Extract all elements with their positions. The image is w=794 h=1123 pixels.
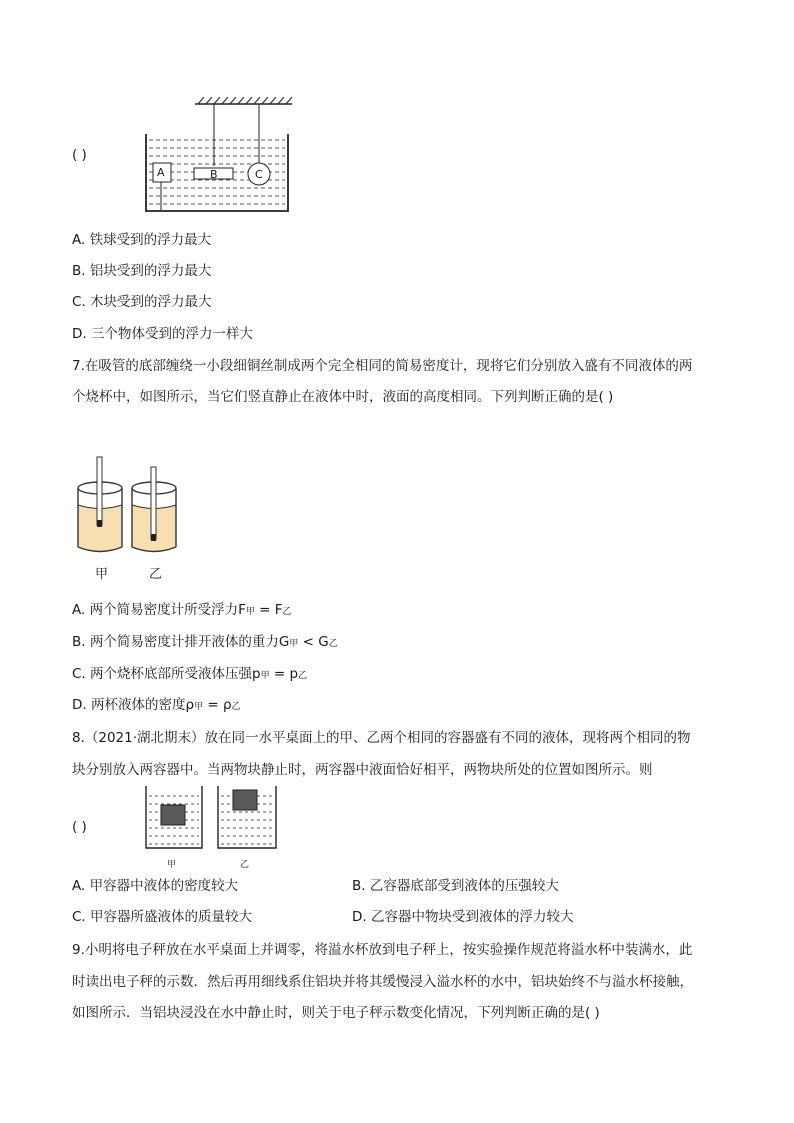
q6-option-d: D. 三个物体受到的浮力一样大 xyxy=(72,326,253,342)
q9-stem-line1: 9.小明将电子秤放在水平桌面上并调零，将溢水杯放到电子秤上，按实验操作规范将溢水杯中装满水，此 xyxy=(72,942,693,958)
q7-option-a: A. 两个简易密度计所受浮力F甲 = F乙 xyxy=(72,602,292,618)
q8-option-d: D. 乙容器中物块受到液体的浮力较大 xyxy=(352,909,574,925)
q7-option-d: D. 两杯液体的密度ρ甲 = ρ乙 xyxy=(72,697,241,713)
q7-label-yi: 乙 xyxy=(149,567,163,582)
q7-stem-line2: 个烧杯中，如图所示，当它们竖直静止在液体中时，液面的高度相同。下列判断正确的是( ) xyxy=(72,389,614,405)
q8-stem-line1: 8.（2021·湖北期末）放在同一水平桌面上的甲、乙两个相同的容器盛有不同的液体，现将两个相同的物 xyxy=(72,730,691,746)
q6-option-c: C. 木块受到的浮力最大 xyxy=(72,294,212,310)
q7-stem-line1: 7.在吸管的底部缠绕一小段细铜丝制成两个完全相同的简易密度计，现将它们分别放入盛有不同液体的两 xyxy=(72,358,693,374)
q8-option-c: C. 甲容器所盛液体的质量较大 xyxy=(72,909,253,925)
q6-option-a: A. 铁球受到的浮力最大 xyxy=(72,232,212,248)
q6-option-b: B. 铝块受到的浮力最大 xyxy=(72,263,212,279)
q7-label-jia: 甲 xyxy=(95,567,109,582)
q6-label-b: B xyxy=(210,168,218,181)
q7-option-b: B. 两个简易密度计排开液体的重力G甲 < G乙 xyxy=(72,634,338,650)
q7-figure xyxy=(74,455,194,555)
q8-label-yi: 乙 xyxy=(240,860,250,870)
q6-figure xyxy=(140,96,300,216)
q8-figure xyxy=(142,784,292,854)
q6-answer-paren: ( ) xyxy=(72,147,87,163)
q8-answer-paren: ( ) xyxy=(72,819,87,835)
q8-option-a: A. 甲容器中液体的密度较大 xyxy=(72,878,239,894)
q8-option-b: B. 乙容器底部受到液体的压强较大 xyxy=(352,878,559,894)
q6-label-a: A xyxy=(157,166,165,179)
q9-stem-line2: 时读出电子秤的示数．然后再用细线系住铝块并将其缓慢浸入溢水杯的水中，铝块始终不与溢水杯接触， xyxy=(72,974,693,990)
q8-label-jia: 甲 xyxy=(167,860,177,870)
q8-stem-line2: 块分别放入两容器中。当两物块静止时，两容器中液面恰好相平，两物块所处的位置如图所示。则 xyxy=(72,762,653,778)
q6-label-c: C xyxy=(255,168,263,181)
q9-stem-line3: 如图所示．当铝块浸没在水中静止时，则关于电子秤示数变化情况，下列判断正确的是( ) xyxy=(72,1005,600,1021)
q7-option-c: C. 两个烧杯底部所受液体压强p甲 = p乙 xyxy=(72,666,308,682)
